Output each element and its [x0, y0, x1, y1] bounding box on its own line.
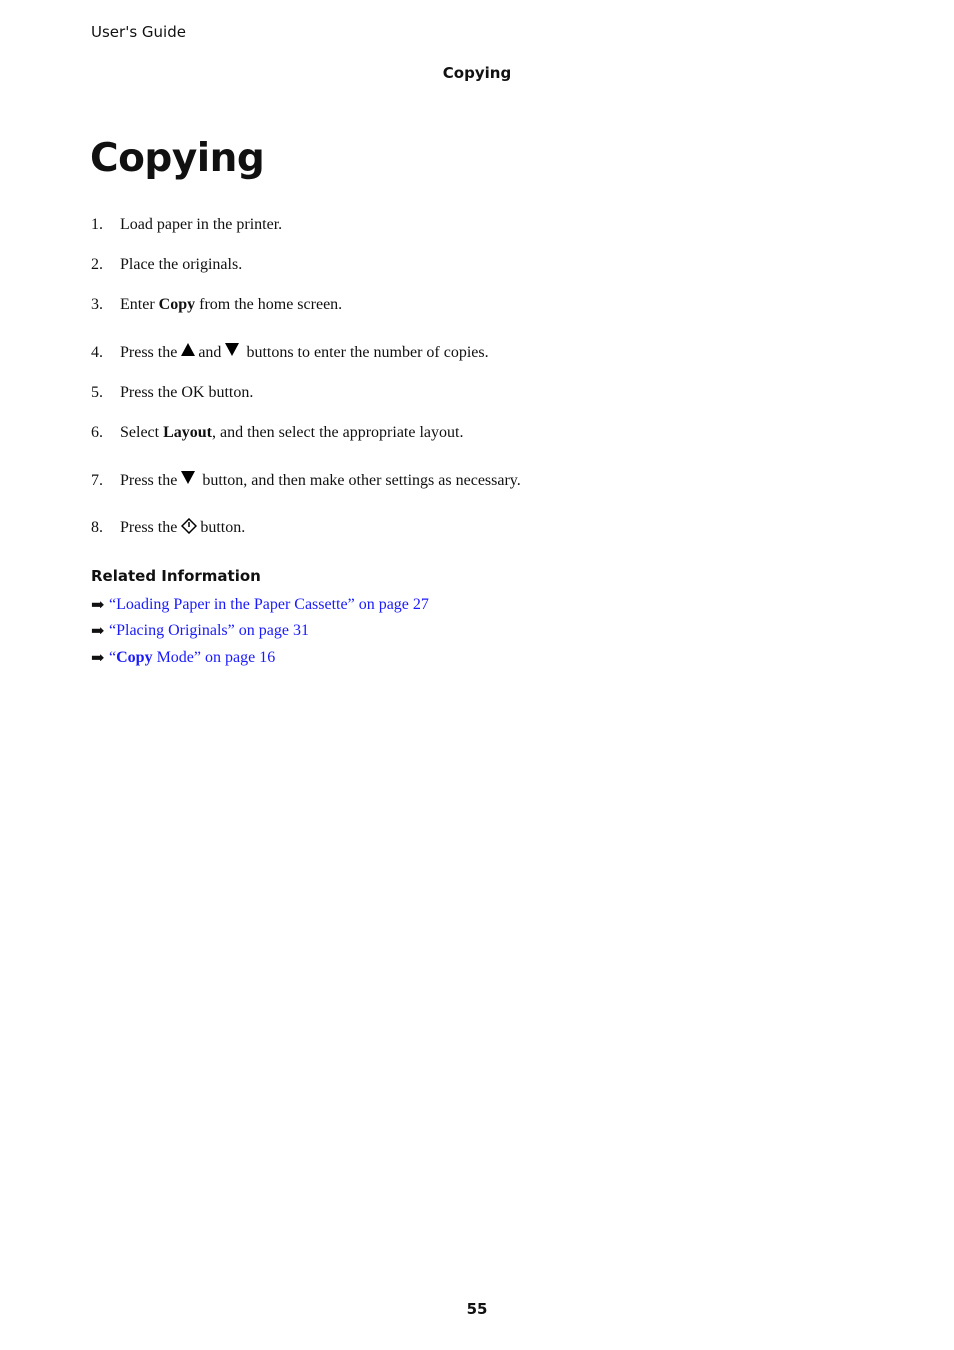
link-text: Mode” on page 16 — [152, 649, 276, 666]
step-text: Press the OK button. — [120, 384, 254, 401]
step-text: Select — [120, 424, 164, 441]
step-text: Press the — [120, 472, 178, 489]
step-number: 3. — [91, 296, 103, 313]
related-link-item — [91, 621, 309, 641]
arrow-right-icon: ➡ — [91, 623, 105, 640]
related-link[interactable]: “Placing Originals” on page 31 — [109, 622, 309, 639]
related-link-item — [91, 595, 429, 615]
running-header-chapter: Copying — [442, 64, 512, 82]
link-quote: “ — [109, 649, 117, 666]
arrow-right-icon: ➡ — [91, 650, 105, 667]
step-8 — [91, 518, 245, 537]
step-text: button, and then make other settings as necessary. — [202, 472, 521, 489]
step-2 — [91, 256, 242, 274]
step-3 — [91, 296, 342, 314]
step-bold: Layout — [163, 424, 212, 441]
arrow-right-icon: ➡ — [91, 597, 105, 614]
up-triangle-icon — [181, 343, 195, 356]
step-5 — [91, 384, 253, 402]
running-header-guide: User's Guide — [91, 23, 186, 41]
step-4 — [91, 343, 489, 362]
step-text: buttons to enter the number of copies. — [246, 344, 489, 361]
step-number: 2. — [91, 256, 103, 273]
step-text: Load paper in the printer. — [120, 216, 283, 233]
step-number: 1. — [91, 216, 103, 233]
step-text: , and then select the appropriate layout. — [212, 424, 464, 441]
step-number: 6. — [91, 424, 103, 441]
step-bold: Copy — [158, 296, 196, 313]
step-text: from the home screen. — [195, 296, 343, 313]
related-information-heading: Related Information — [91, 567, 261, 585]
step-text: Press the — [120, 344, 178, 361]
page-title: Copying — [90, 136, 265, 181]
page-number: 55 — [466, 1300, 488, 1318]
link-bold: Copy — [116, 649, 153, 666]
down-triangle-icon — [225, 343, 239, 356]
step-number: 8. — [91, 519, 103, 536]
step-text: Enter — [120, 296, 159, 313]
start-diamond-icon — [181, 518, 197, 534]
step-7 — [91, 471, 521, 490]
step-text: and — [198, 344, 222, 361]
down-triangle-icon — [181, 471, 195, 484]
step-number: 4. — [91, 344, 103, 361]
step-text: Place the originals. — [120, 256, 243, 273]
step-text: Press the — [120, 519, 178, 536]
related-link[interactable]: “Loading Paper in the Paper Cassette” on page 27 — [109, 596, 429, 613]
related-link-item — [91, 648, 275, 668]
step-number: 7. — [91, 472, 103, 489]
related-link[interactable] — [109, 649, 275, 666]
step-6 — [91, 424, 463, 442]
step-text: button. — [200, 519, 246, 536]
step-1 — [91, 216, 282, 234]
step-number: 5. — [91, 384, 103, 401]
